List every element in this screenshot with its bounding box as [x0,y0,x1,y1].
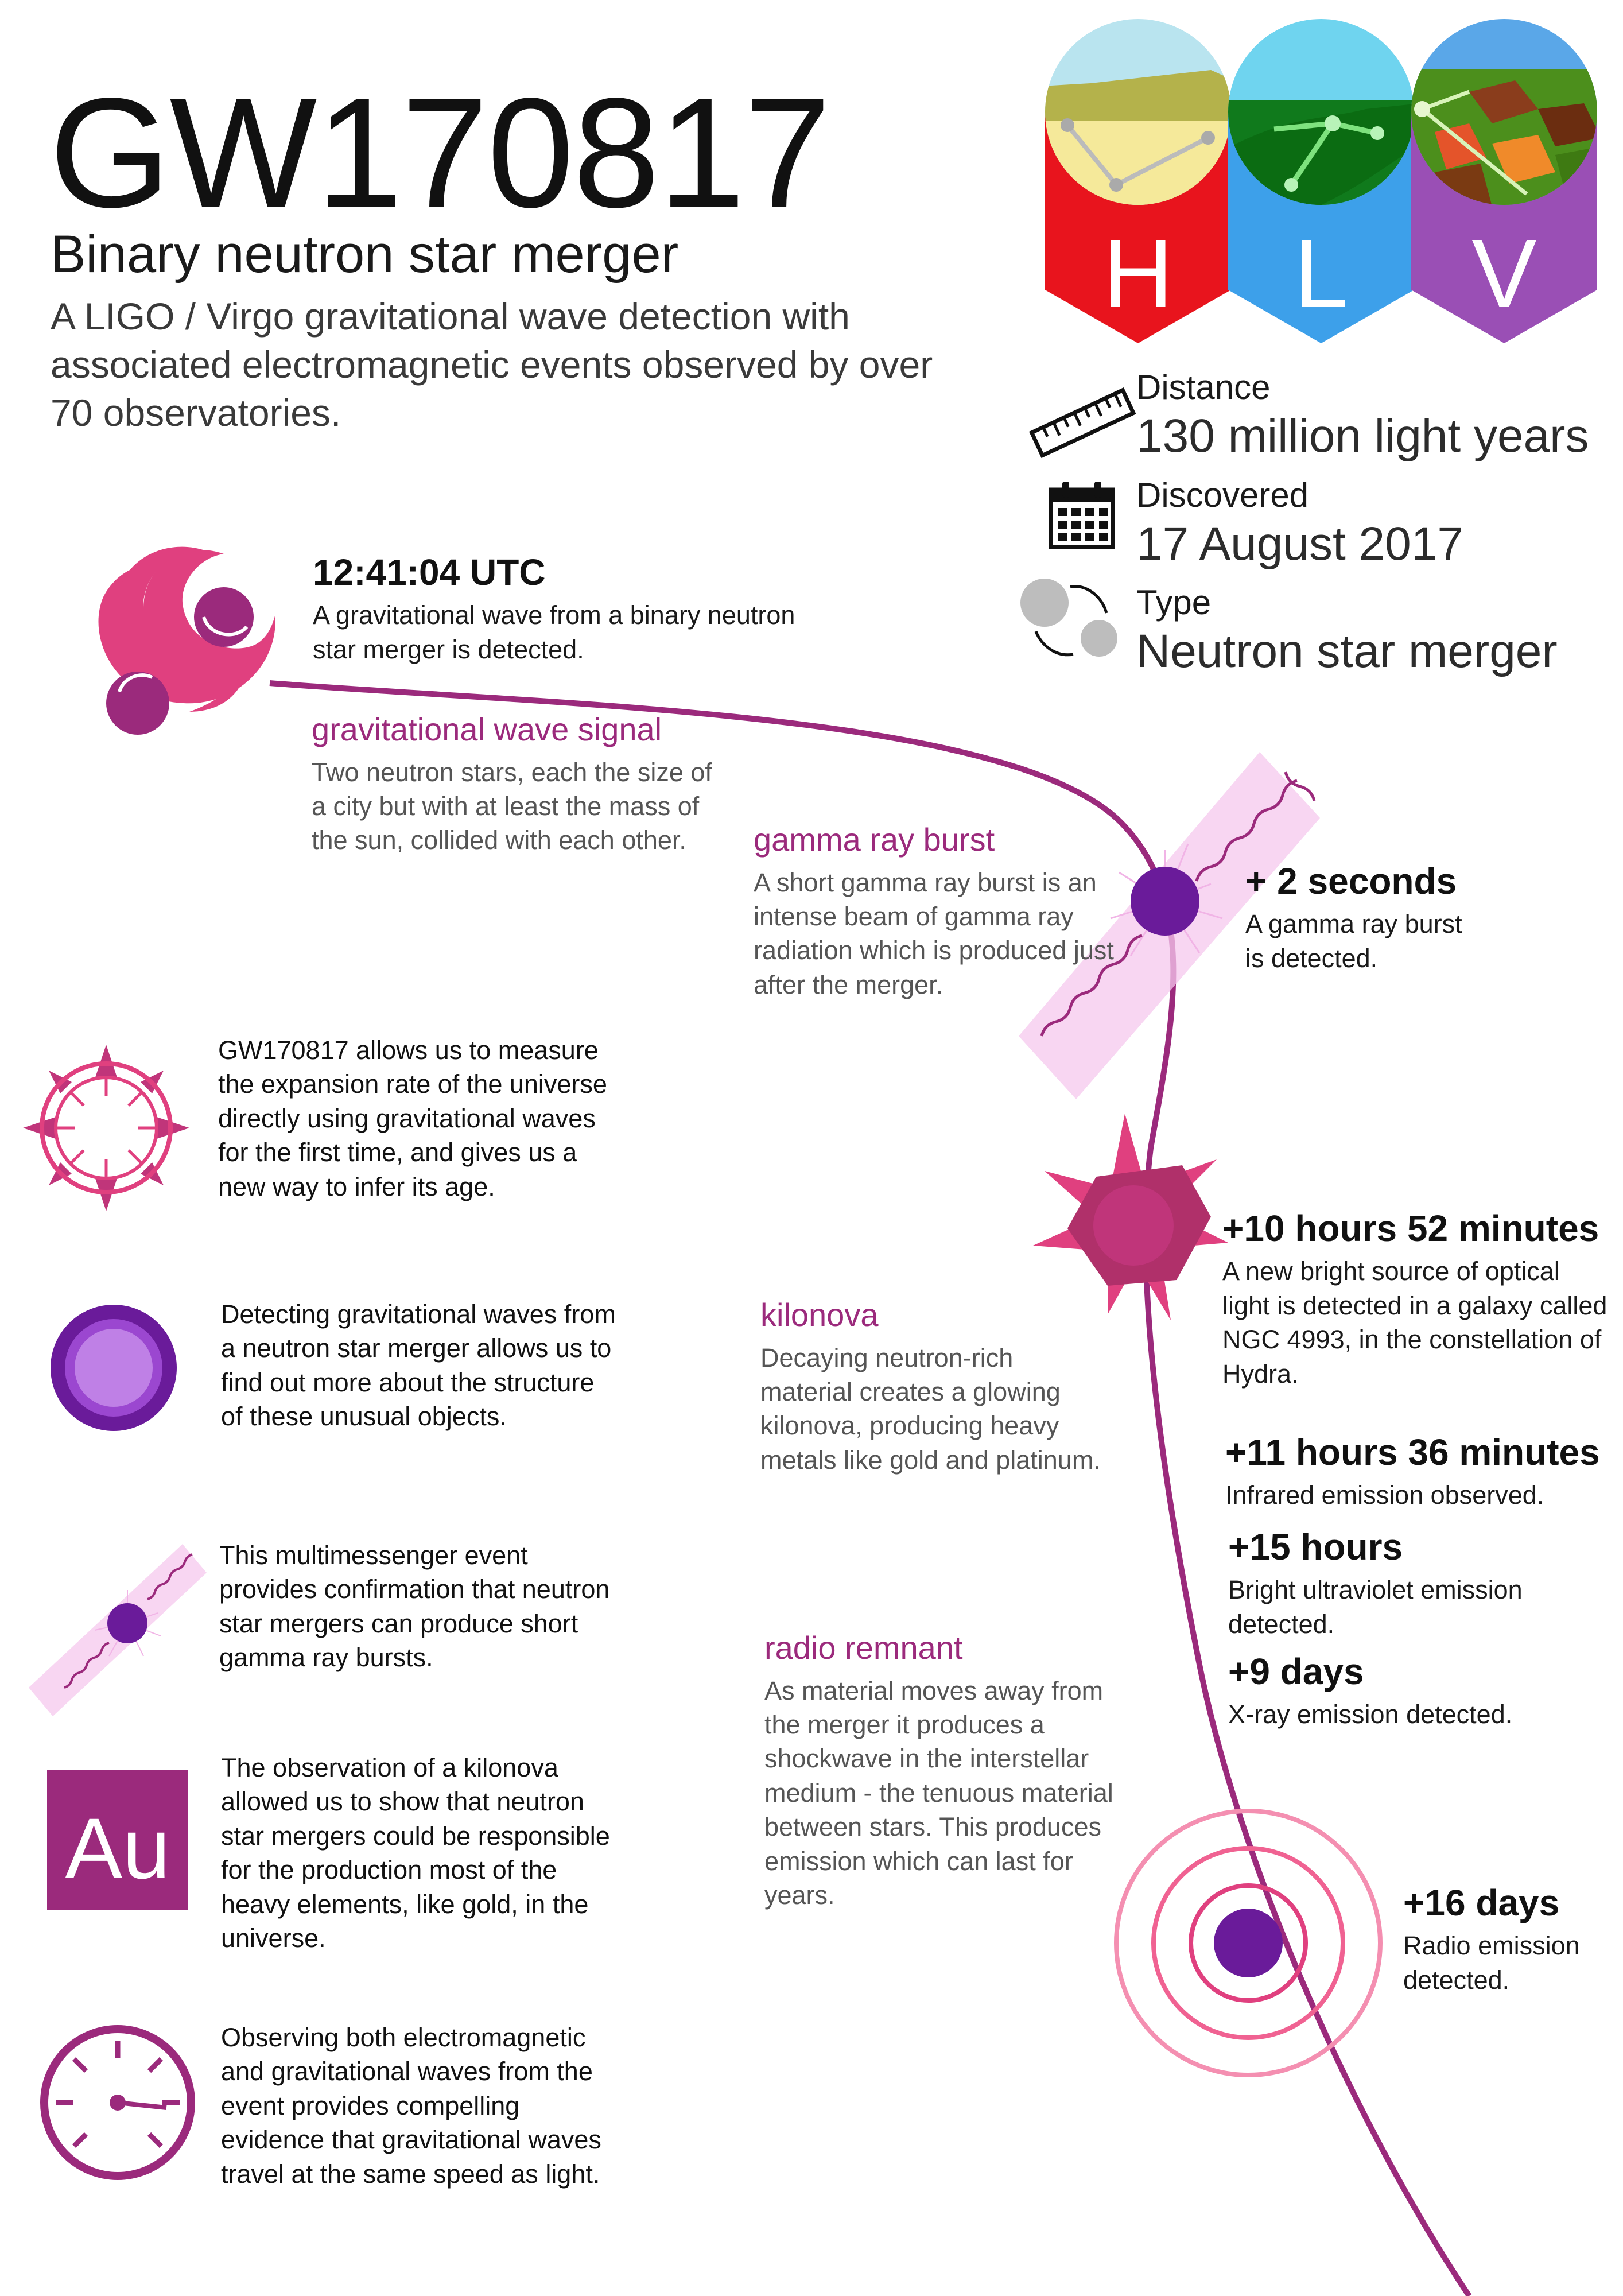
topic-block [754,822,1132,1002]
science-text: This multimessenger event provides confirmation that neutron star mergers can produce short gamma ray bursts. [219,1541,610,1673]
event-time: +10 hours 52 minutes [1222,1208,1599,1249]
svg-text:V: V [1471,219,1537,328]
event-time: +15 hours [1228,1526,1403,1568]
event-time: + 2 seconds [1245,860,1457,902]
fact-discovered-value: 17 August 2017 [1136,518,1463,570]
neutron-star-icon [51,1305,177,1431]
fact-discovered-label: Discovered [1136,476,1309,514]
topic-title: gravitational wave signal [312,711,662,747]
gamma-burst-icon [29,1544,207,1716]
expansion-compass-icon [23,1045,189,1211]
timeline-event [1403,1883,1610,1997]
topic-block [760,1297,1105,1477]
speedometer-icon [44,2029,191,2176]
timeline-event [1228,1527,1572,1641]
page-title: GW170817 [49,65,830,240]
event-time: 12:41:04 UTC [313,552,546,593]
event-description: A new bright source of optical light is detected in a galaxy called NGC 4993, in the constellation of Hydra. [1222,1256,1608,1389]
svg-text:Au: Au [65,1800,170,1896]
timeline-event [1222,1208,1613,1391]
event-description: A gravitational wave from a binary neutron star merger is detected. [313,600,795,664]
topic-title: radio remnant [764,1630,963,1666]
science-text: Detecting gravitational waves from a neutron star merger allows us to find out more about the structure of these unusual objects. [221,1300,616,1432]
fact-type-value: Neutron star merger [1136,625,1558,677]
topic-block [764,1630,1143,1912]
timeline-event [1225,1432,1616,1512]
fact-distance-label: Distance [1136,368,1271,406]
timeline-event [1245,861,1590,975]
topic-title: gamma ray burst [754,821,995,858]
event-description: Infrared emission observed. [1225,1480,1544,1510]
event-description: Radio emission detected. [1403,1931,1580,1995]
science-text: GW170817 allows us to measure the expansion rate of the universe directly using gravitational waves for the first time, and gives us a new way to infer its age. [218,1035,607,1201]
science-text: The observation of a kilonova allowed us to show that neutron star mergers could be responsible for the production most of the heavy elements, like gold, in the universe. [221,1753,610,1953]
science-text: Observing both electromagnetic and gravitational waves from the event provides compelling evidence that gravitational waves travel at the same speed as light. [221,2023,601,2189]
event-description: Bright ultraviolet emission detected. [1228,1575,1523,1639]
topic-title: kilonova [760,1297,879,1333]
svg-text:L: L [1294,219,1349,328]
event-time: +16 days [1403,1882,1560,1923]
fact-distance-value: 130 million light years [1136,410,1589,462]
topic-description: Decaying neutron-rich material creates a glowing kilonova, producing heavy metals like gold and platinum. [760,1343,1101,1475]
fact-type-label: Type [1136,583,1212,622]
topic-description: As material moves away from the merger it produces a shockwave in the interstellar medium - the tenuous material between stars. This produces emission which can last for years. [764,1676,1113,1910]
kilonova-icon [1033,1114,1228,1320]
event-description: X-ray emission detected. [1228,1700,1513,1729]
svg-text:H: H [1102,219,1174,328]
page-subtitle: Binary neutron star merger [51,225,679,284]
timeline-event [1228,1651,1572,1732]
timeline-event [313,552,829,666]
page-description: A LIGO / Virgo gravitational wave detection with associated electromagnetic events observed by over 70 observatories. [51,295,933,434]
merger-icon [98,547,275,735]
radio-remnant-icon [1116,1811,1380,2075]
topic-description: A short gamma ray burst is an intense beam of gamma ray radiation which is produced just after the merger. [754,867,1114,999]
topic-description: Two neutron stars, each the size of a city but with at least the mass of the sun, collided with each other. [312,757,712,855]
event-time: +9 days [1228,1651,1364,1692]
topic-block [312,712,713,858]
event-time: +11 hours 36 minutes [1225,1432,1600,1473]
gold-element-icon [47,1770,188,1910]
event-description: A gamma ray burst is detected. [1245,909,1462,973]
